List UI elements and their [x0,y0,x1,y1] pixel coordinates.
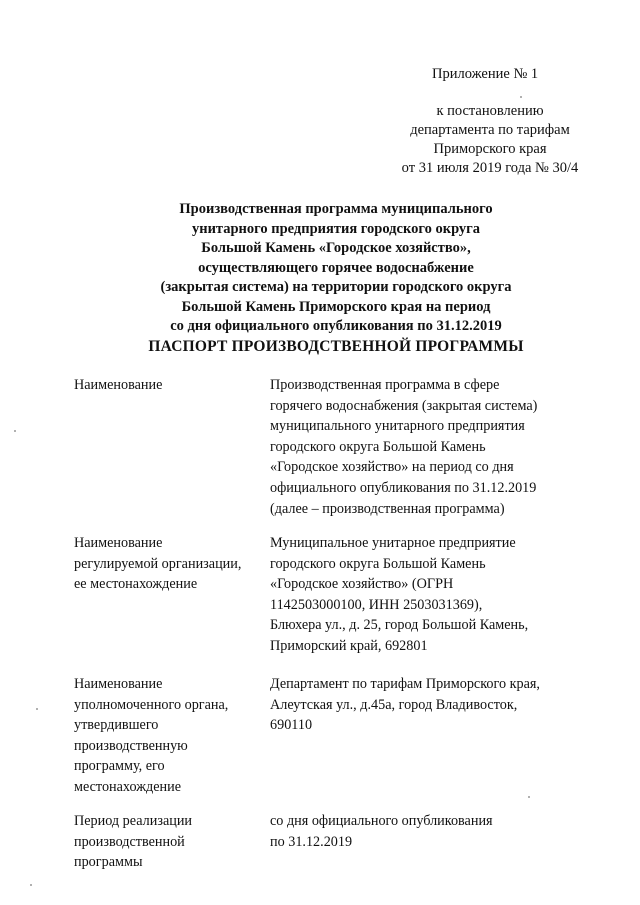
value-line: Муниципальное унитарное предприятие [270,535,516,551]
row-value [270,811,570,852]
label-line: ее местонахождение [74,576,198,593]
value-line: городского округа Большой Камень [270,438,486,455]
label-line: производственной [74,833,185,850]
decree-line: к постановлению [436,103,544,119]
row-label [74,375,264,396]
title-line: унитарного предприятия городского округа [191,220,481,237]
value-line: по 31.12.2019 [270,833,353,850]
annex-label: Приложение № 1 [432,66,539,82]
label-line: программы [74,854,143,871]
label-line: Наименование [74,377,163,393]
row-label [74,674,264,798]
value-line: 690110 [270,717,313,734]
row-value [270,674,570,736]
title-line: со дня официального опубликования по 31.12.2019 [170,318,502,334]
label-line: Период реализации [74,813,193,829]
value-line: «Городское хозяйство» на период со дня [270,459,514,476]
row-label [74,533,264,595]
value-line: официального опубликования по 31.12.2019 [270,479,537,496]
decree-line: департамента по тарифам [410,122,570,138]
label-line: производственную [74,737,188,754]
scan-speck [36,708,38,710]
label-line: уполномоченного органа, [74,696,229,713]
label-line: регулируемой организации, [74,555,242,572]
decree-line: Приморского края [433,141,547,157]
title-line: Производственная программа муниципального [179,201,493,217]
title-line: (закрытая система) на территории городского округа [160,279,512,295]
scan-speck [14,430,16,432]
scan-speck [520,96,522,98]
scan-speck [30,884,32,886]
value-line: со дня официального опубликования [270,813,493,829]
label-line: Наименование [74,676,163,692]
value-line: Департамент по тарифам Приморского края, [270,676,540,692]
label-line: утвердившего [74,717,159,734]
scan-speck [528,796,530,798]
row-label [74,811,264,873]
value-line: Приморский край, 692801 [270,637,428,654]
value-line: Алеутская ул., д.45а, город Владивосток, [270,696,518,713]
value-line: (далее – производственная программа) [270,500,505,517]
value-line: горячего водоснабжения (закрытая система) [270,397,538,414]
passport-heading: ПАСПОРТ ПРОИЗВОДСТВЕННОЙ ПРОГРАММЫ [148,338,524,355]
label-line: программу, его [74,758,165,775]
title-line: Большой Камень «Городское хозяйство», [201,240,471,256]
decree-reference [380,102,600,178]
row-value [270,375,570,519]
value-line: муниципального унитарного предприятия [270,418,525,435]
title-line: осуществляющего горячее водоснабжение [198,259,474,276]
value-line: 1142503000100, ИНН 2503031369), [270,596,483,613]
value-line: «Городское хозяйство» (ОГРН [270,576,454,593]
decree-line: от 31 июля 2019 года № 30/4 [401,160,579,176]
title-line: Большой Камень Приморского края на период [181,298,491,315]
value-line: городского округа Большой Камень [270,555,486,572]
label-line: Наименование [74,535,163,551]
row-value [270,533,570,657]
value-line: Блюхера ул., д. 25, город Большой Камень, [270,617,529,634]
document-title [70,200,602,337]
label-line: местонахождение [74,778,182,795]
value-line: Производственная программа в сфере [270,377,500,393]
